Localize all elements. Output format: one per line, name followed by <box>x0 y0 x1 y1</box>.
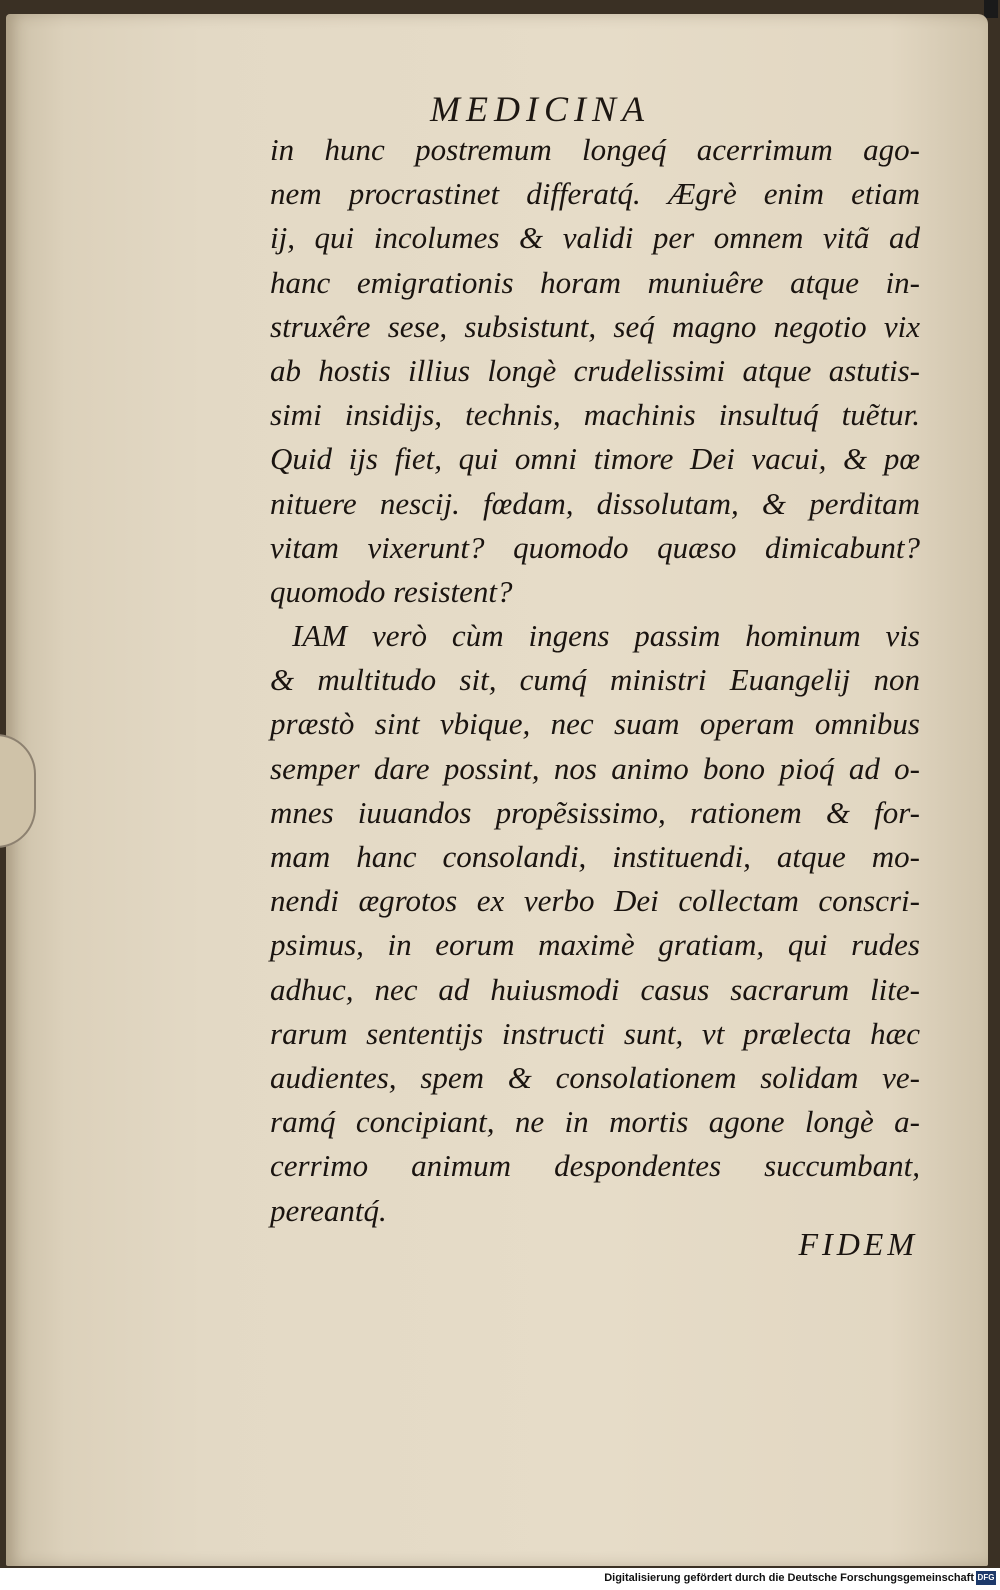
text-line: ab hostis illius longè crudelissimi atque astutis- <box>270 352 920 388</box>
running-header: MEDICINA <box>430 89 650 129</box>
scan-corner-marker <box>984 0 998 18</box>
text-line: hanc emigrationis horam muniuêre atque in- <box>270 264 920 300</box>
text-line: quomodo resistent? <box>270 573 513 609</box>
text-line: nendi ægrotos ex verbo Dei collectam conscri- <box>270 883 920 919</box>
text-line: ij, qui incolumes & validi per omnem vitã ad <box>270 220 920 256</box>
text-line: rarum sententijs instructi sunt, vt prælecta hæc <box>270 1015 920 1051</box>
text-line: pereantq́. <box>270 1192 387 1228</box>
text-line: psimus, in eorum maximè gratiam, qui rudes <box>270 927 920 963</box>
text-line: nituere nescij. fœdam, dissolutam, & perditam <box>270 485 920 521</box>
funding-credit: Digitalisierung gefördert durch die Deutsche Forschungsgemeinschaft <box>604 1572 974 1584</box>
text-line: audientes, spem & consolationem solidam ve- <box>270 1059 920 1095</box>
text-line: in hunc postremum longeq́ acerrimum ago- <box>270 132 920 167</box>
text-line: & multitudo sit, cumq́ ministri Euangelij non <box>270 662 920 698</box>
text-line: præstò sint vbique, nec suam operam omnibus <box>270 706 920 742</box>
paragraph-start-line: IAM verò cùm ingens passim hominum vis <box>292 618 920 654</box>
text-line: vitam vixerunt? quomodo quæso dimicabunt? <box>270 529 920 565</box>
text-line: simi insidijs, technis, machinis insultuq́ tuẽtur. <box>270 397 920 433</box>
body-text <box>270 128 920 1233</box>
dfg-logo: DFG <box>976 1571 996 1585</box>
catchword: FIDEM <box>798 1226 918 1262</box>
text-line: struxêre sese, subsistunt, seq́ magno negotio vix <box>270 308 920 344</box>
text-line: Quid ijs fiet, qui omni timore Dei vacui, & pœ <box>270 441 920 477</box>
text-line: mnes iuuandos propẽsissimo, rationem & for- <box>270 794 920 830</box>
text-line: semper dare possint, nos animo bono pioq́ ad o- <box>270 750 920 786</box>
text-line: nem procrastinet differatq́. Ægrè enim etiam <box>270 176 920 212</box>
text-line: adhuc, nec ad huiusmodi casus sacrarum lite- <box>270 971 920 1007</box>
text-line: cerrimo animum despondentes succumbant, <box>270 1148 920 1184</box>
text-line: ramq́ concipiant, ne in mortis agone longè a- <box>270 1104 920 1140</box>
footer-bar <box>0 1568 1000 1590</box>
text-line: mam hanc consolandi, instituendi, atque mo- <box>270 839 920 874</box>
page-edge-tab <box>0 734 36 848</box>
